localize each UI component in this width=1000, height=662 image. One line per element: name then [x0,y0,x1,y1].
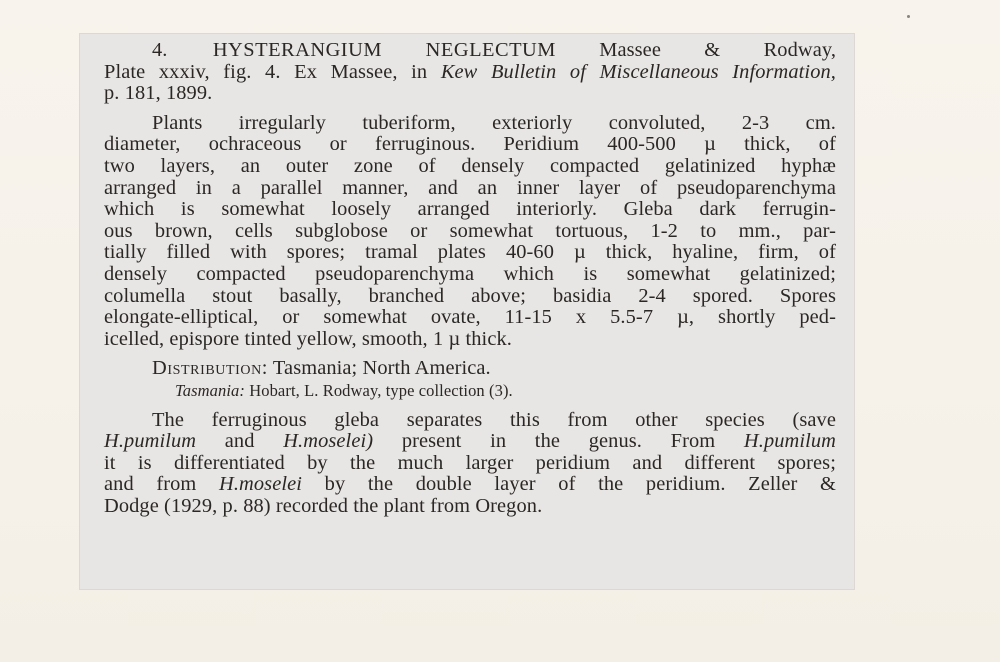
species-ref: H.pumilum [743,430,837,453]
notes-paragraph [104,410,836,518]
description-line: diameter, ochraceous or ferruginous. Peridium 400-500 µ thick, of [104,133,836,156]
species-authority: Massee & Rodway, [599,39,837,61]
notes-line: H.pumilum and H.moselei) present in the genus. From H.pumilum [104,430,837,453]
distribution [104,358,836,380]
species-entry [104,40,836,517]
description-line: icelled, epispore tinted yellow, smooth, 1 µ thick. [104,327,512,350]
tasmania-value: Hobart, L. Rodway, type collection (3). [249,380,513,400]
description-line: which is somewhat loosely arranged interiorly. Gleba dark ferrugin- [104,198,836,221]
description-paragraph [104,113,836,351]
citation-end: p. 181, 1899. [104,82,213,105]
journal-title: Kew Bulletin of Miscellaneous Information, [440,60,836,83]
notes-line: and from H.moselei by the double layer of the peridium. Zeller & [104,473,837,496]
description-line: elongate-elliptical, or somewhat ovate, 11-15 x 5.5-7 µ, shortly ped- [104,306,836,329]
board-speck [907,15,910,18]
notes-line: it is differentiated by the much larger peridium and different spores; [104,451,836,474]
description-line: columella stout basally, branched above; basidia 2-4 spored. Spores [104,284,836,307]
species-ref: H.moselei) [283,430,374,453]
species-heading [104,40,836,105]
text-clipping [80,34,854,589]
distribution-tasmania [104,380,836,402]
description-line: Plants irregularly tuberiform, exteriorly convoluted, 2-3 cm. [152,111,836,134]
species-number: 4. [152,39,168,61]
citation-start: Plate xxxiv, fig. 4. Ex Massee, in [104,60,428,83]
description-line: densely compacted pseudoparenchyma which is somewhat gelatinized; [104,262,836,285]
description-line: ous brown, cells subglobose or somewhat tortuous, 1-2 to mm., par- [104,219,836,242]
species-name: HYSTERANGIUM NEGLECTUM [212,39,556,61]
tasmania-label: Tasmania: [175,380,245,400]
description-line: two layers, an outer zone of densely compacted gelatinized hyphæ [104,154,836,177]
distribution-value: Tasmania; North America. [272,357,491,380]
species-ref: H.moselei [219,473,303,496]
notes-line: Dodge (1929, p. 88) recorded the plant from Oregon. [104,494,543,517]
description-line: arranged in a parallel manner, and an inner layer of pseudoparenchyma [104,176,836,199]
notes-line: The ferruginous gleba separates this from other species (save [152,408,836,431]
species-ref: H.pumilum [104,430,197,453]
distribution-label: Distribution: [152,357,269,380]
description-line: tially filled with spores; tramal plates 40-60 µ thick, hyaline, firm, of [104,241,836,264]
